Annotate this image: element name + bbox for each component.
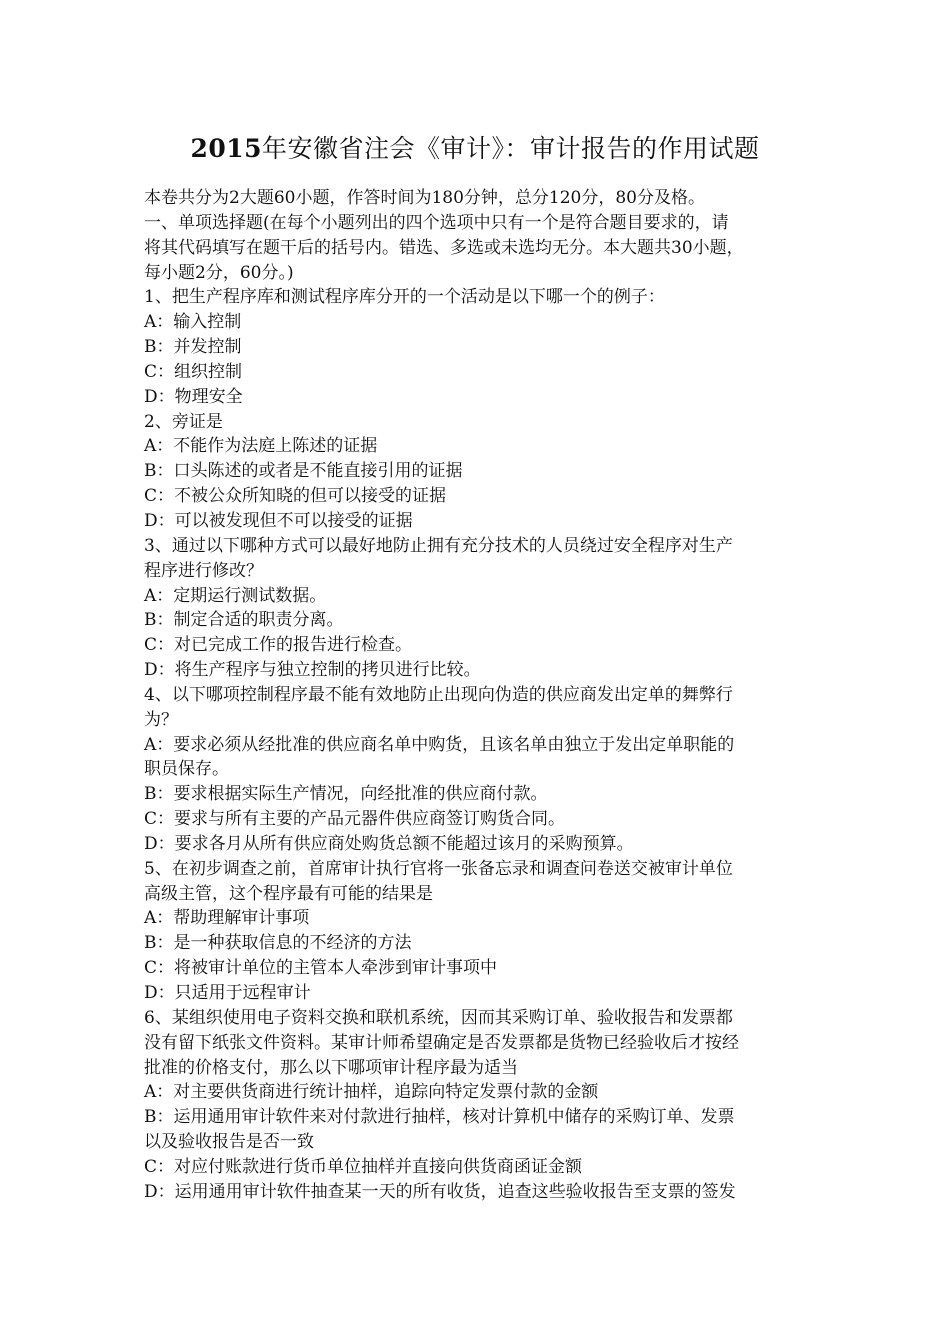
question-stem: 4、以下哪项控制程序最不能有效地防止出现向伪造的供应商发出定单的舞弊行 — [144, 684, 733, 705]
option-b-continued: 以及验收报告是否一致 — [144, 1132, 314, 1153]
question-stem: 1、把生产程序库和测试程序库分开的一个活动是以下哪一个的例子： — [144, 287, 665, 308]
option-b: B：口头陈述的或者是不能直接引用的证据 — [144, 461, 463, 482]
question-stem-continued: 没有留下纸张文件资料。某审计师希望确定是否发票都是货物已经验收后才按经 — [144, 1032, 739, 1053]
option-c: C：要求与所有主要的产品元器件供应商签订购货合同。 — [144, 809, 566, 830]
section-heading-line: 每小题2分，60分。) — [144, 262, 294, 283]
document-title — [0, 131, 950, 167]
question-stem: 5、在初步调查之前，首席审计执行官将一张备忘录和调查问卷送交被审计单位 — [144, 858, 733, 879]
option-a: A：帮助理解审计事项 — [144, 908, 310, 929]
question-stem: 3、通过以下哪种方式可以最好地防止拥有充分技术的人员绕过安全程序对生产 — [144, 535, 733, 556]
question-stem-continued: 为？ — [144, 709, 178, 730]
question-stem-continued: 批准的价格支付，那么以下哪项审计程序最为适当 — [144, 1057, 518, 1078]
question-stem-continued: 程序进行修改？ — [144, 560, 263, 581]
option-c: C：组织控制 — [144, 361, 243, 382]
document-body — [144, 186, 814, 1205]
title-text: 年安徽省注会《审计》：审计报告的作用试题 — [262, 134, 760, 163]
exam-intro: 本卷共分为2大题60小题，作答时间为180分钟，总分120分，80分及格。 — [144, 188, 705, 208]
option-c: C：对应付账款进行货币单位抽样并直接向供货商函证金额 — [144, 1156, 583, 1177]
question-stem-continued: 高级主管，这个程序最有可能的结果是 — [144, 883, 433, 904]
option-b: B：制定合适的职责分离。 — [144, 610, 344, 631]
title-year: 2015 — [190, 134, 263, 163]
question-stem: 2、旁证是 — [144, 411, 223, 432]
option-d: D：运用通用审计软件抽查某一天的所有收货，追查这些验收报告至支票的签发 — [144, 1181, 736, 1202]
section-heading-line: 将其代码填写在题干后的括号内。错选、多选或未选均无分。本大题共30小题， — [144, 237, 744, 258]
option-d: D：可以被发现但不可以接受的证据 — [144, 510, 413, 531]
option-c: C：不被公众所知晓的但可以接受的证据 — [144, 486, 447, 507]
option-d: D：将生产程序与独立控制的拷贝进行比较。 — [144, 660, 481, 681]
option-a: A：对主要供货商进行统计抽样，追踪向特定发票付款的金额 — [144, 1082, 599, 1103]
option-b: B：要求根据实际生产情况，向经批准的供应商付款。 — [144, 784, 548, 805]
option-a: A：定期运行测试数据。 — [144, 585, 327, 606]
option-a-continued: 职员保存。 — [144, 759, 229, 780]
option-b: B：运用通用审计软件来对付款进行抽样，核对计算机中储存的采购订单、发票 — [144, 1107, 735, 1128]
question-stem: 6、某组织使用电子资料交换和联机系统，因而其采购订单、验收报告和发票都 — [144, 1007, 733, 1028]
option-d: D：只适用于远程审计 — [144, 983, 311, 1003]
option-a: A：输入控制 — [144, 312, 242, 333]
option-b: B：是一种获取信息的不经济的方法 — [144, 933, 412, 954]
option-b: B：并发控制 — [144, 337, 242, 358]
option-c: C：对已完成工作的报告进行检查。 — [144, 635, 413, 656]
option-a: A：要求必须从经批准的供应商名单中购货，且该名单由独立于发出定单职能的 — [144, 734, 735, 755]
option-d: D：要求各月从所有供应商处购货总额不能超过该月的采购预算。 — [144, 833, 634, 854]
section-heading-line: 一、单项选择题(在每个小题列出的四个选项中只有一个是符合题目要求的，请 — [144, 212, 729, 233]
option-c: C：将被审计单位的主管本人牵涉到审计事项中 — [144, 958, 498, 979]
option-d: D：物理安全 — [144, 386, 243, 407]
option-a: A：不能作为法庭上陈述的证据 — [144, 436, 378, 457]
